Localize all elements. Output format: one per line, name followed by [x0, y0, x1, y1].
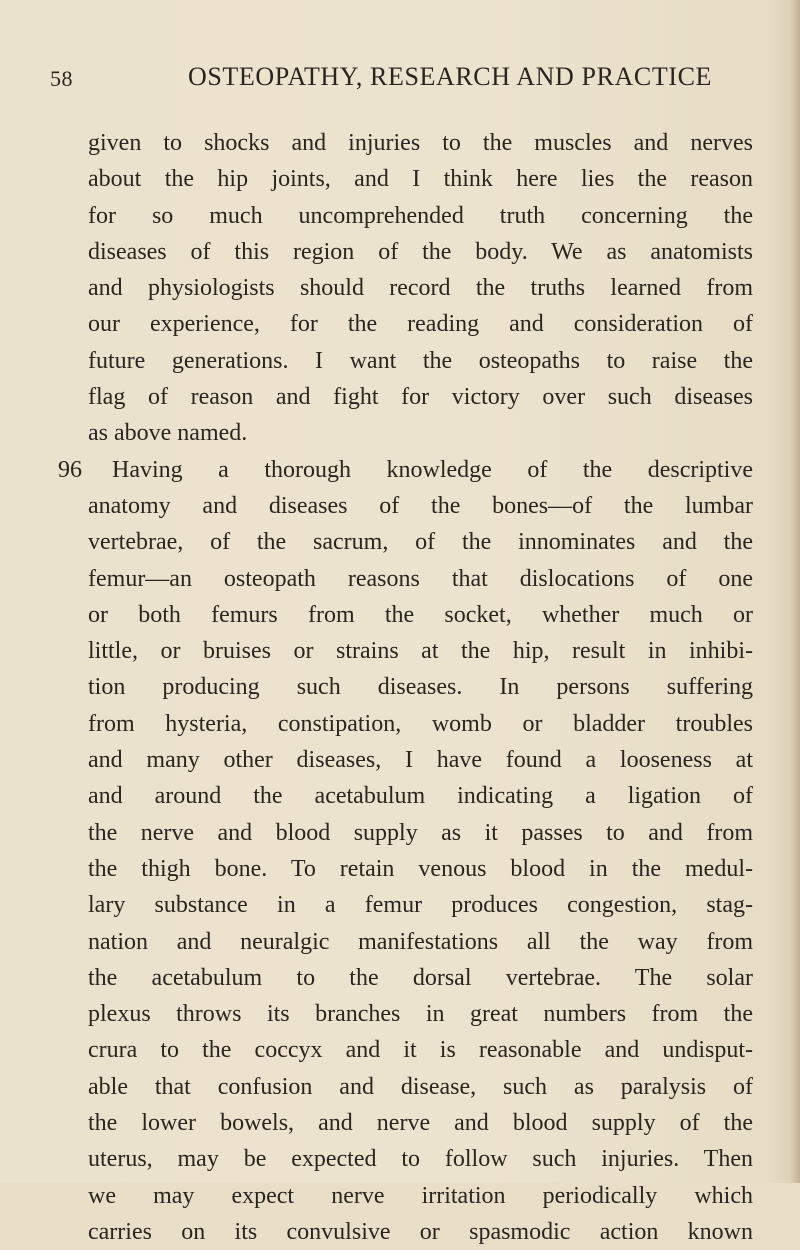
text-line: little, or bruises or strains at the hip, result in inhibi-	[88, 638, 753, 665]
text-line: and physiologists should record the truths learned from	[88, 275, 753, 302]
text-line: uterus, may be expected to follow such injuries. Then	[88, 1146, 753, 1173]
text-line: and many other diseases, I have found a looseness at	[88, 747, 753, 774]
text-line: future generations. I want the osteopaths to raise the	[88, 347, 753, 374]
text-line: vertebrae, of the sacrum, of the innominates and the	[88, 529, 753, 556]
text-line: or both femurs from the socket, whether much or	[88, 601, 753, 628]
text-line: and around the acetabulum indicating a ligation of	[88, 783, 753, 810]
text-line: about the hip joints, and I think here lies the reason	[88, 166, 753, 193]
text-line: diseases of this region of the body. We as anatomists	[88, 238, 753, 265]
text-line: from hysteria, constipation, womb or bladder troubles	[88, 710, 753, 737]
body-text	[58, 125, 753, 1250]
text-line: able that confusion and disease, such as paralysis of	[88, 1073, 753, 1100]
text-line: the thigh bone. To retain venous blood in the medul-	[88, 855, 753, 882]
text-line: our experience, for the reading and consideration of	[88, 311, 753, 338]
text-line: tion producing such diseases. In persons suffering	[88, 674, 753, 701]
text-line: anatomy and diseases of the bones—of the lumbar	[88, 492, 753, 519]
paragraph-first-line	[58, 452, 753, 488]
page-edge-shadow	[790, 0, 800, 1183]
page-number: 58	[50, 66, 73, 91]
text-line: lary substance in a femur produces congestion, stag-	[88, 892, 753, 919]
text-line: flag of reason and fight for victory over such diseases	[88, 384, 753, 411]
text-line: for so much uncomprehended truth concerning the	[88, 202, 753, 229]
text-line: the nerve and blood supply as it passes to and from	[88, 819, 753, 846]
text-line: we may expect nerve irritation periodically which	[88, 1182, 753, 1209]
text-line: the acetabulum to the dorsal vertebrae. The solar	[88, 964, 753, 991]
running-head-title: OSTEOPATHY, RESEARCH AND PRACTICE	[188, 62, 713, 91]
text-line: nation and neuralgic manifestations all the way from	[88, 928, 753, 955]
text-line: the lower bowels, and nerve and blood supply of the	[88, 1110, 753, 1137]
text-line: plexus throws its branches in great numbers from the	[88, 1001, 753, 1028]
text-line: as above named.	[88, 420, 248, 447]
text-line: femur—an osteopath reasons that dislocations of one	[88, 565, 753, 592]
text-line: given to shocks and injuries to the muscles and nerves	[88, 130, 753, 156]
running-head	[50, 62, 750, 98]
text-line: Having a thorough knowledge of the descriptive	[112, 456, 753, 483]
text-line: carries on its convulsive or spasmodic action known	[88, 1218, 753, 1245]
text-line: crura to the coccyx and it is reasonable and undisput-	[88, 1037, 753, 1064]
paragraph-number: 96	[58, 456, 82, 483]
